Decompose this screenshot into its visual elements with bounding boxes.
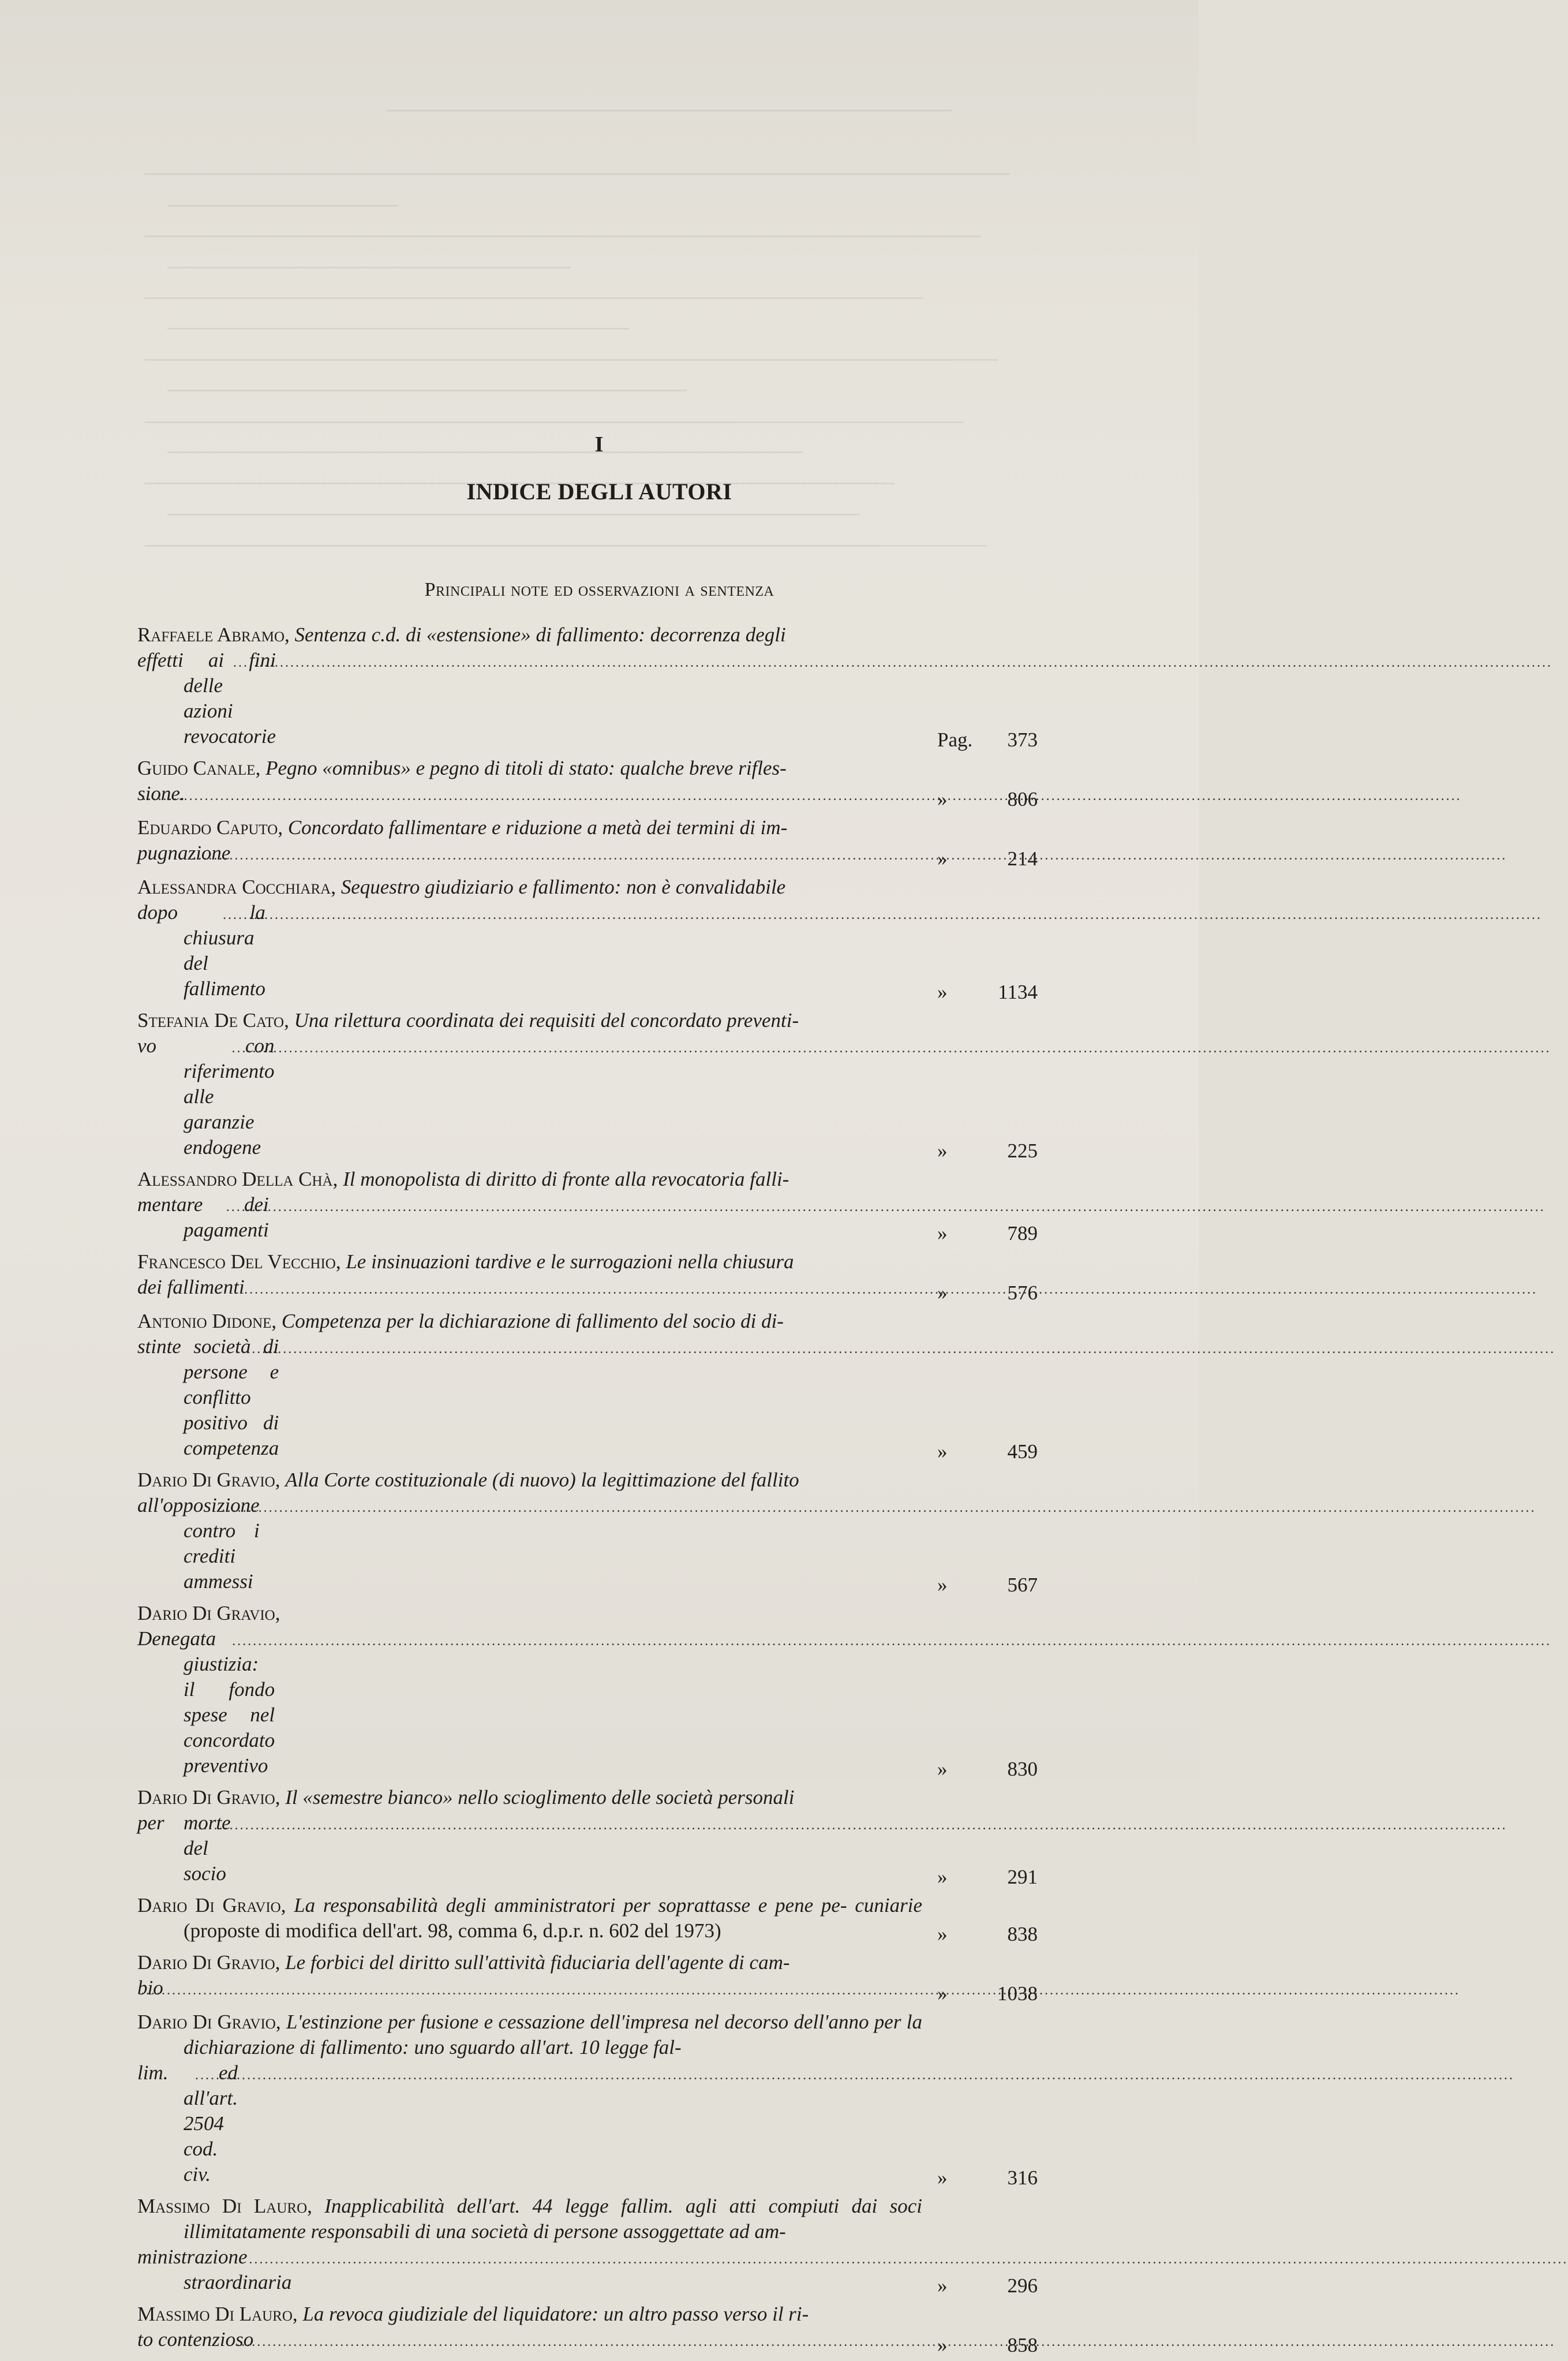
index-entry [137, 2009, 1038, 2187]
entry-title-line: Una rilettura coordinata dei requisiti del concordato preventi- [294, 1009, 799, 1032]
page-reference [922, 846, 1038, 872]
entry-author: Dario Di Gravio [137, 1602, 275, 1624]
entry-title-line: dopo la chiusura del fallimento [137, 901, 265, 1000]
entry-title-line: cuniarie [855, 1894, 922, 1917]
page-marker: Pag. [937, 729, 973, 751]
index-entry [137, 1785, 1038, 1886]
entry-title-line: stinte società di persone e conflitto positivo di competenza [137, 1335, 279, 1459]
index-entry [137, 1309, 1038, 1461]
page-reference [922, 1865, 1038, 1890]
dot-leader [234, 843, 1507, 868]
page-marker: » [937, 2166, 948, 2189]
entry-text: Antonio Didone, Competenza per la dichiarazione di fallimento del socio di di- stinte società di persone e conflitto positivo di competenza ..... [137, 1309, 1038, 1461]
dot-leader [295, 2247, 1568, 2272]
entry-text: Dario Di Gravio, Alla Corte costituzionale (di nuovo) la legittimazione del fallito all'opposizione contro i crediti ammessi ..... [137, 1467, 1038, 1594]
page-number: 789 [1007, 1222, 1038, 1245]
entry-title-line: sione. [137, 782, 185, 805]
page-reference [922, 1439, 1038, 1465]
entry-last-line [137, 1810, 922, 1886]
page-reference [922, 980, 1038, 1005]
page-number: 858 [1007, 2334, 1038, 2356]
entry-text: Dario Di Gravio, L'estinzione per fusione e cessazione dell'impresa nel decorso dell'anno per la dichiarazione di fallimento: uno sguardo all'art. 10 legge fal- lim. ed all'art. 2504 cod. civ. ..... [137, 2009, 1038, 2187]
page-marker: » [937, 1758, 948, 1780]
entry-title-line: all'opposizione contro i crediti ammessi [137, 1494, 260, 1593]
entry-text: Stefania De Cato, Una rilettura coordinata dei requisiti del concordato preventi- vo con riferimento alle garanzie endogene ..... [137, 1008, 1038, 1160]
entry-text: Francesco Del Vecchio, Le insinuazioni tardive e le surrogazioni nella chiusura dei fallimenti ..... [137, 1249, 1038, 1302]
dot-leader [279, 650, 1552, 675]
entry-title-line: vo con riferimento alle garanzie endogene [137, 1034, 275, 1159]
entry-title-line: Concordato fallimentare e riduzione a metà dei termini di im- [287, 816, 788, 839]
entry-title-line: Pegno «omnibus» e pegno di titoli di stato: qualche breve rifles- [265, 757, 787, 779]
index-entry [137, 815, 1038, 868]
entry-author: Massimo Di Lauro [137, 2303, 293, 2325]
entry-text: Raffaele Abramo, Sentenza c.d. di «estensione» di fallimento: decorrenza degli effetti ai fini delle azioni revocatorie ..... [137, 622, 1038, 749]
index-entry [137, 1249, 1038, 1302]
page-number: 806 [1007, 788, 1038, 810]
entry-text: Eduardo Caputo, Concordato fallimentare e riduzione a metà dei termini di im- pugnazione ..... [137, 815, 1038, 868]
page-reference [922, 727, 1038, 753]
entry-title-line: La responsabilità degli amministratori per soprattasse e pene pe- [294, 1894, 847, 1917]
entry-title-line: Inapplicabilità dell'art. 44 legge fallim. agli atti compiuti dai [324, 2195, 878, 2217]
section-title: INDICE DEGLI AUTORI [466, 479, 732, 505]
page-number: 576 [1007, 1282, 1038, 1304]
page-marker: » [937, 1866, 948, 1888]
dot-leader [269, 902, 1542, 928]
bleed-through-text [144, 87, 1125, 606]
index-entry [137, 756, 1038, 809]
page-marker: » [937, 788, 948, 810]
index-entry [137, 622, 1038, 749]
entry-title-line: La revoca giudiziale del liquidatore: un altro passo verso il ri- [302, 2303, 809, 2325]
page-reference [922, 1922, 1038, 1947]
page-reference [922, 2165, 1038, 2191]
author-index-list [137, 622, 1038, 2361]
page-number: 373 [1007, 729, 1038, 751]
page-reference [922, 1221, 1038, 1246]
page-number: 225 [1007, 1140, 1038, 1162]
entry-last-line [137, 1033, 922, 1160]
dot-leader [278, 1036, 1551, 1061]
dot-leader [278, 1628, 1551, 1654]
page-reference [922, 2273, 1038, 2299]
entry-last-line [137, 1493, 922, 1594]
entry-title-line: L'estinzione per fusione e cessazione dell'impresa nel decorso [286, 2011, 789, 2033]
index-entry [137, 1467, 1038, 1594]
entry-title-line: Sentenza c.d. di «estensione» di fallimento: decorrenza degli [294, 623, 786, 646]
entry-title-line: Denegata giustizia: il fondo spese nel concordato preventivo [137, 1627, 275, 1777]
entry-last-line [137, 648, 922, 749]
entry-text: Dario Di Gravio, Le forbici del diritto sull'attività fiduciaria dell'agente di cam- bio ..... [137, 1950, 1038, 2003]
index-entry [137, 2194, 1038, 2295]
page-marker: » [937, 981, 948, 1003]
entry-title-line: per morte del socio [137, 1811, 231, 1885]
entry-last-line [137, 1334, 922, 1461]
entry-author: Dario Di Gravio [137, 1469, 275, 1491]
entry-author: Massimo Di Lauro [137, 2195, 308, 2217]
entry-author: Raffaele Abramo [137, 623, 285, 646]
page-number: 316 [1007, 2166, 1038, 2189]
entry-title-line: lim. ed all'art. 2504 cod. civ. [137, 2061, 238, 2186]
entry-text: Dario Di Gravio, Denegata giustizia: il fondo spese nel concordato preventivo ..... [137, 1601, 1038, 1779]
entry-text: Alessandro Della Chà, Il monopolista di diritto di fronte alla revocatoria falli- mentare dei pagamenti ..... [137, 1167, 1038, 1243]
page-number: 1134 [998, 981, 1038, 1003]
entry-title-line: pugnazione [137, 842, 231, 864]
dot-leader [241, 2063, 1514, 2088]
entry-title-line: mentare dei pagamenti [137, 1193, 269, 1241]
page-marker: » [937, 1222, 948, 1245]
entry-title-line: effetti ai fini delle azioni revocatorie [137, 649, 276, 748]
entry-text: Alessandra Cocchiara, Sequestro giudiziario e fallimento: non è convalidabile dopo la chiusura del fallimento ..... [137, 875, 1038, 1002]
page-number: 838 [1007, 1923, 1038, 1945]
entry-last-line [137, 1626, 922, 1779]
dot-leader [263, 1495, 1536, 1521]
page-marker: » [937, 1140, 948, 1162]
page-reference [922, 1757, 1038, 1782]
dot-leader [189, 783, 1462, 809]
dot-leader [282, 2329, 1555, 2355]
entry-author: Dario Di Gravio [137, 1951, 275, 1974]
entry-text: Guido Canale, Pegno «omnibus» e pegno di titoli di stato: qualche breve rifles- sione. ..... [137, 756, 1038, 809]
section-subtitle: Principali note ed osservazioni a sentenza [424, 579, 774, 600]
page-reference [922, 1280, 1038, 1306]
page-reference [922, 1981, 1038, 2007]
entry-author: Alessandro Della Chà [137, 1168, 333, 1190]
page-reference [922, 787, 1038, 812]
page-marker: » [937, 1440, 948, 1463]
entry-text: Dario Di Gravio, Il «semestre bianco» nello scioglimento delle società personali per morte del socio ..... [137, 1785, 1038, 1886]
dot-leader [272, 1194, 1545, 1220]
entry-extra-text: (proposte di modifica dell'art. 98, comma 6, d.p.r. n. 602 del 1973) [184, 1919, 721, 1942]
entry-last-line [137, 2060, 922, 2187]
entry-text: Massimo Di Lauro, Inapplicabilità dell'art. 44 legge fallim. agli atti compiuti dai soci illimitatamente responsabili di una società di persone assoggettate ad am- ministrazione straordinaria ..... [137, 2194, 1038, 2295]
entry-author: Dario Di Gravio [137, 1894, 281, 1917]
entry-title-line: ministrazione straordinaria [137, 2246, 292, 2293]
section-number: I [594, 432, 604, 457]
page-number: 1038 [997, 1982, 1038, 2005]
index-entry [137, 2302, 1038, 2355]
page-reference [922, 1138, 1038, 1164]
entry-title-line: Il monopolista di diritto di fronte alla revocatoria falli- [343, 1168, 789, 1190]
entry-author: Dario Di Gravio [137, 1786, 275, 1809]
page-number: 214 [1007, 847, 1038, 870]
entry-author: Antonio Didone [137, 1310, 272, 1332]
page-number: 291 [1007, 1866, 1038, 1888]
entry-title-line: Alla Corte costituzionale (di nuovo) la legittimazione del fallito [285, 1469, 799, 1491]
entry-title-line: dell'anno per la dichiarazione di fallimento: uno sguardo all'art. 10 legge fal- [184, 2011, 923, 2059]
page-marker: » [937, 1574, 948, 1596]
entry-text: Massimo Di Lauro, La revoca giudiziale del liquidatore: un altro passo verso il ri- to contenzioso ..... [137, 2302, 1038, 2355]
page-number: 296 [1007, 2274, 1038, 2297]
entry-author: Francesco Del Vecchio [137, 1250, 336, 1273]
page-marker: » [937, 2334, 948, 2356]
page-number: 567 [1007, 1574, 1038, 1596]
entry-title-line: Le forbici del diritto sull'attività fiduciaria dell'agente di cam- [285, 1951, 790, 1974]
dot-leader [234, 1813, 1507, 1838]
page-number: 459 [1007, 1440, 1038, 1463]
dot-leader [282, 1336, 1555, 1362]
dot-leader [187, 1978, 1460, 2003]
entry-title-line: to contenzioso [137, 2328, 254, 2351]
page-marker: » [937, 1282, 948, 1304]
dot-leader [264, 1277, 1537, 1302]
page-marker: » [937, 1982, 948, 2005]
entry-text: Dario Di Gravio, La responsabilità degli amministratori per soprattasse e pene pe- cuniarie (proposte di modifica dell'art. 98, comma 6, d.p.r. n. 602 del 1973) [137, 1894, 922, 1942]
index-entry [137, 1893, 1038, 1944]
index-entry [137, 1950, 1038, 2003]
entry-title-line: Sequestro giudiziario e fallimento: non è convalidabile [340, 876, 786, 898]
index-entry [137, 1167, 1038, 1243]
entry-title-line: Le insinuazioni tardive e le surrogazioni nella chiusura [346, 1250, 794, 1273]
page-marker: » [937, 2274, 948, 2297]
page-reference [922, 1572, 1038, 1598]
index-entry [137, 875, 1038, 1002]
page-reference [922, 2333, 1038, 2358]
entry-last-line [137, 1275, 922, 1302]
page-marker: » [937, 1923, 948, 1945]
page-marker: » [937, 847, 948, 870]
index-entry [137, 1008, 1038, 1160]
entry-author: Dario Di Gravio [137, 2011, 276, 2033]
entry-title-line: dei fallimenti [137, 1276, 245, 1298]
entry-last-line [137, 900, 922, 1002]
entry-author: Stefania De Cato [137, 1009, 285, 1032]
entry-title-line: Il «semestre bianco» nello scioglimento delle società personali [285, 1786, 795, 1809]
entry-author: Eduardo Caputo [137, 816, 278, 839]
entry-author: Guido Canale [137, 757, 256, 779]
entry-last-line [137, 1192, 922, 1243]
entry-author: Alessandra Cocchiara [137, 876, 331, 898]
entry-last-line: bio ..... [184, 1975, 922, 2003]
index-entry [137, 1601, 1038, 1779]
page-number: 830 [1007, 1758, 1038, 1780]
entry-title-line: Competenza per la dichiarazione di fallimento del socio di di- [281, 1310, 784, 1332]
entry-title-line: soci illimitatamente responsabili di una società di persone assoggettate ad am- [184, 2195, 922, 2243]
